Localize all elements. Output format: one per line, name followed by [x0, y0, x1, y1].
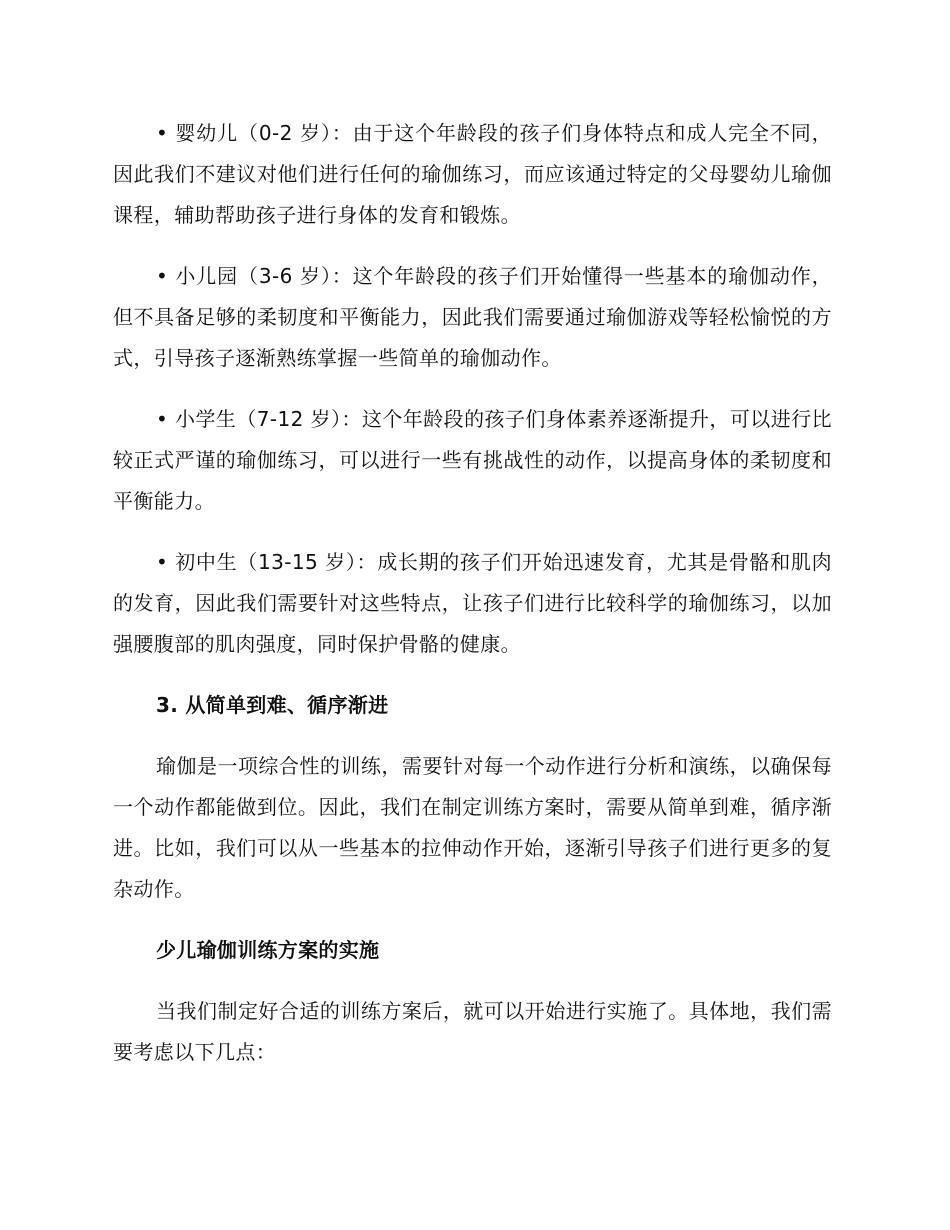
section-heading-implementation: 少儿瑜伽训练方案的实施 — [156, 938, 380, 962]
paragraph-middle-school-stage: • 初中生（13-15 岁）：成长期的孩子们开始迅速发育，尤其是骨骼和肌肉的发育，因此我们需要针对这些特点，让孩子们进行比较科学的瑜伽练习，以加强腰腹部的肌肉强度，同时保护骨骼的健康。 — [113, 550, 832, 656]
paragraph-primary-school-stage: • 小学生（7-12 岁）：这个年龄段的孩子们身体素养逐渐提升，可以进行比较正式严谨的瑜伽练习，可以进行一些有挑战性的动作，以提高身体的柔韧度和平衡能力。 — [113, 407, 832, 513]
section-heading-progression: 3. 从简单到难、循序渐进 — [156, 693, 389, 717]
paragraph-infant-stage: • 婴幼儿（0-2 岁）：由于这个年龄段的孩子们身体特点和成人完全不同，因此我们不建议对他们进行任何的瑜伽练习，而应该通过特定的父母婴幼儿瑜伽课程，辅助帮助孩子进行身体的发育和锻炼。 — [113, 121, 832, 227]
paragraph-implementation: 当我们制定好合适的训练方案后，就可以开始进行实施了。具体地，我们需要考虑以下几点： — [113, 999, 832, 1064]
paragraph-kindergarten-stage: • 小儿园（3-6 岁）：这个年龄段的孩子们开始懂得一些基本的瑜伽动作，但不具备足够的柔韧度和平衡能力，因此我们需要通过瑜伽游戏等轻松愉悦的方式，引导孩子逐渐熟练掌握一些简单的瑜伽动作。 — [113, 264, 832, 370]
paragraph-progression: 瑜伽是一项综合性的训练，需要针对每一个动作进行分析和演练，以确保每一个动作都能做到位。因此，我们在制定训练方案时，需要从简单到难，循序渐进。比如，我们可以从一些基本的拉伸动作开始，逐渐引导孩子们进行更多的复杂动作。 — [113, 754, 832, 901]
